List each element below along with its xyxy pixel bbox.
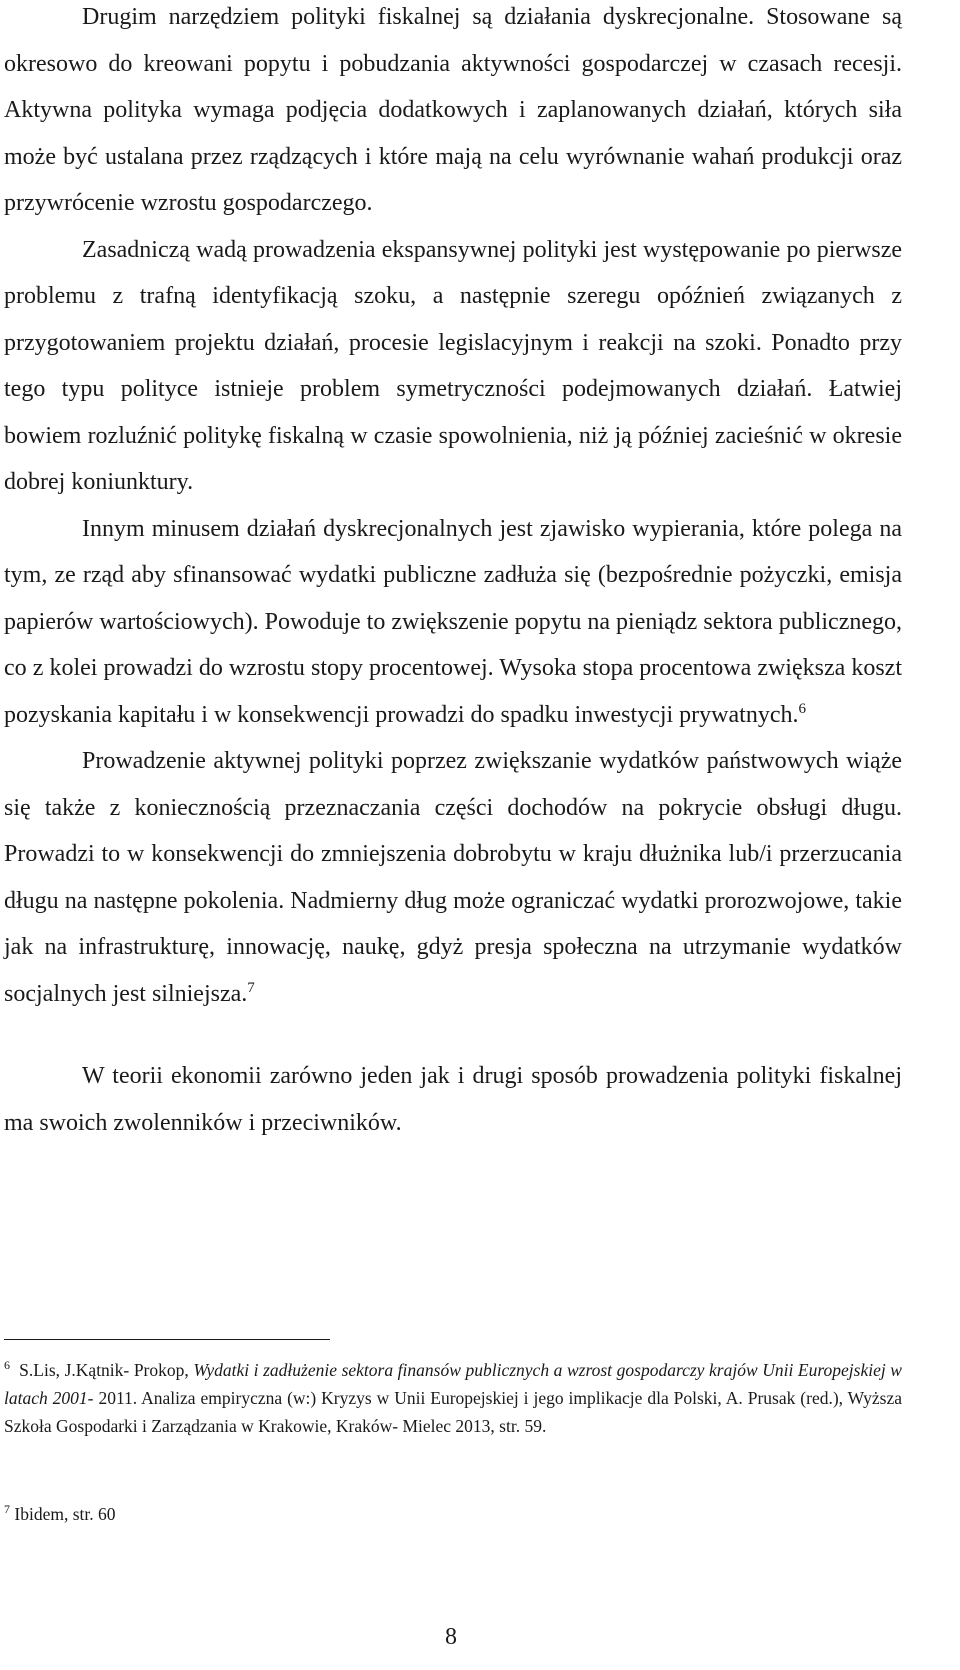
footnote-marker: 6: [4, 1358, 10, 1373]
footnote-separator: [4, 1339, 330, 1340]
footnote-authors: S.Lis, J.Kątnik- Prokop,: [19, 1360, 194, 1380]
body-text: [4, 0, 902, 1146]
footnote-source: 2011. Analiza empiryczna (w:) Kryzys w Unii Europejskiej i jego implikacje dla Polski, A. Prusak (red.), Wyższa Szkoła Gospodarki i Zarządzania w Krakowie, Kraków- Mielec 2013, str. 59.: [4, 1388, 902, 1436]
footnote-title: Wydatki i zadłużenie sektora finansów publicznych a wzrost gospodarczy krajów Unii Europejskiej w latach 2001-: [4, 1360, 902, 1408]
footnote-6: [4, 1356, 902, 1440]
paragraph-gap: [4, 1017, 902, 1053]
paragraph-2: Zasadniczą wadą prowadzenia ekspansywnej polityki jest występowanie po pierwsze problemu z trafną identyfikacją szoku, a następnie szeregu opóźnień związanych z przygotowaniem projektu działań, procesie legislacyjnym i reakcji na szoki. Ponadto przy tego typu polityce istnieje problem symetryczności podejmowanych działań. Łatwiej bowiem rozluźnić politykę fiskalną w czasie spowolnienia, niż ją później zacieśnić w okresie dobrej koniunktury.: [4, 236, 902, 495]
paragraph-1: Drugim narzędziem polityki fiskalnej są działania dyskrecjonalne. Stosowane są okresowo do kreowani popytu i pobudzania aktywności gospodarczej w czasach recesji. Aktywna polityka wymaga podjęcia dodatkowych i zaplanowanych działań, których siła może być ustalana przez rządzących i które mają na celu wyrównanie wahań produkcji oraz przywrócenie wzrostu gospodarczego.: [4, 4, 902, 216]
footnote-ref-7[interactable]: 7: [247, 979, 255, 996]
paragraph-5: W teorii ekonomii zarówno jeden jak i drugi sposób prowadzenia polityki fiskalnej ma swoich zwolenników i przeciwników.: [4, 1063, 902, 1136]
page-number: 8: [445, 1624, 457, 1650]
paragraph-3: Innym minusem działań dyskrecjonalnych jest zjawisko wypierania, które polega na tym, ze rząd aby sfinansować wydatki publiczne zadłuża się (bezpośrednie pożyczki, emisja papierów wartościowych). Powoduje to zwiększenie popytu na pieniądz sektora publicznego, co z kolei prowadzi do wzrostu stopy procentowej. Wysoka stopa procentowa zwiększa koszt pozyskania kapitału i w konsekwencji prowadzi do spadku inwestycji prywatnych.$^6$: [4, 515, 902, 728]
footnote-marker: 7: [4, 1502, 10, 1517]
footnote-ref-6[interactable]: 6: [798, 700, 806, 717]
paragraph-4: Prowadzenie aktywnej polityki poprzez zwiększanie wydatków państwowych wiąże się także z koniecznością przeznaczania części dochodów na pokrycie obsługi długu. Prowadzi to w konsekwencji do zmniejszenia dobrobytu w kraju dłużnika lub/i przerzucania długu na następne pokolenia. Nadmierny dług może ograniczać wydatki prorozwojowe, takie jak na infrastrukturę, innowację, naukę, gdyż presja społeczna na utrzymanie wydatków socjalnych jest silniejsza.$^7$: [4, 748, 902, 1007]
footnote-text: Ibidem, str. 60: [10, 1504, 116, 1524]
footnote-7: [4, 1500, 902, 1528]
